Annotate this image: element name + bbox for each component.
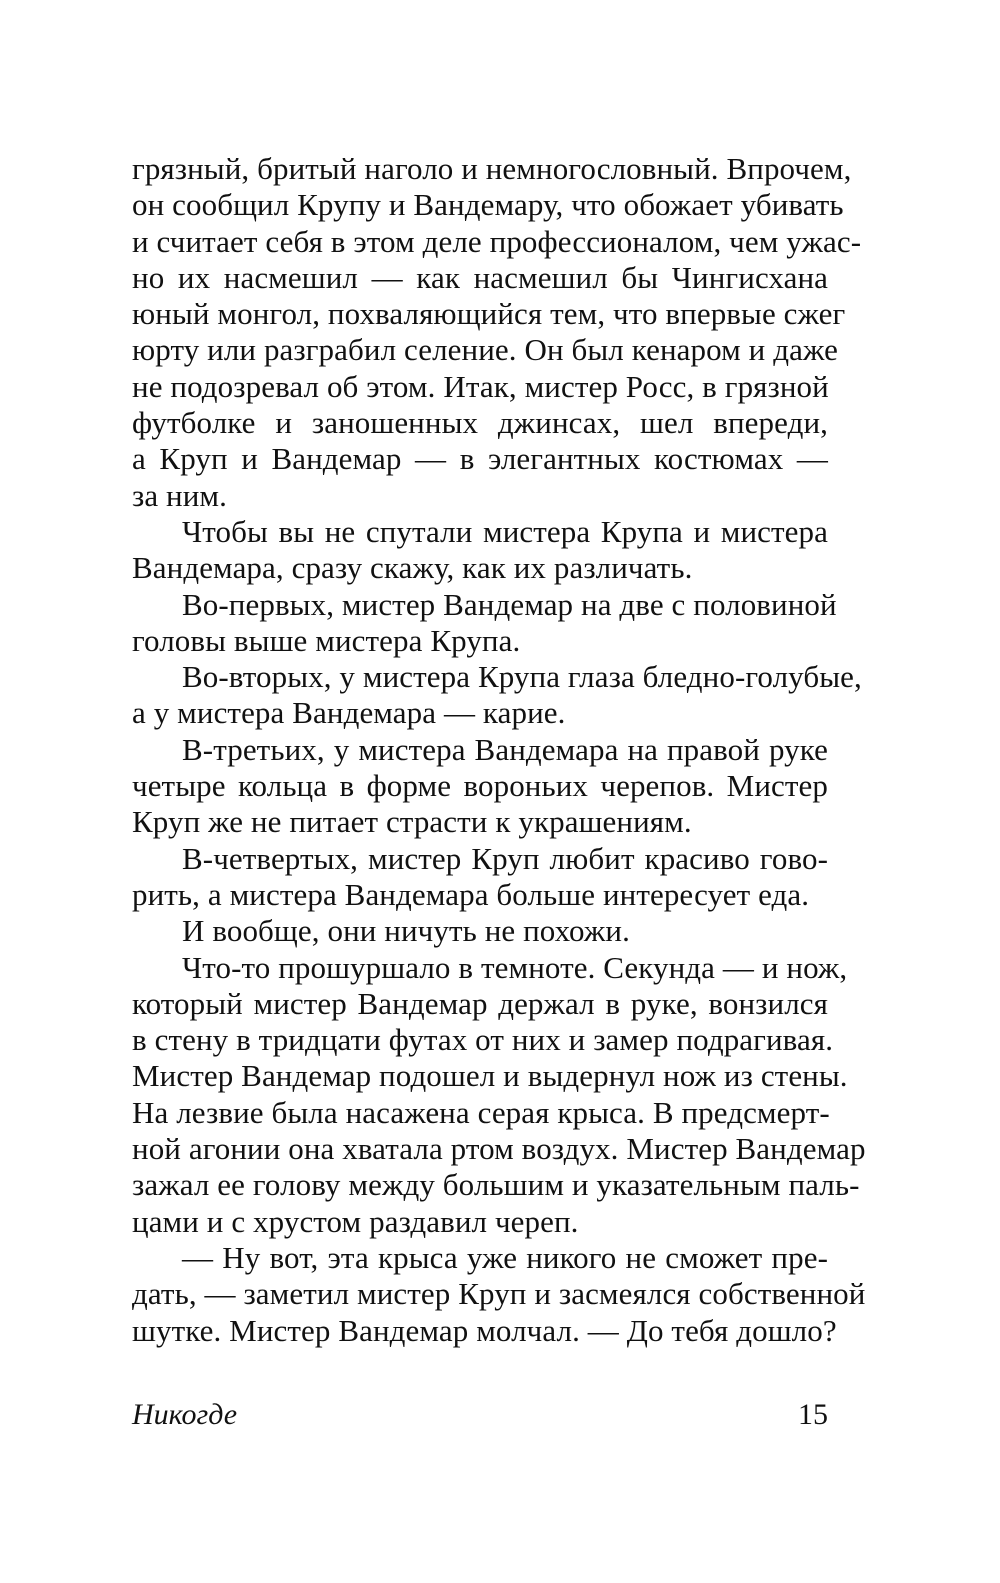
text-line: ной агонии она хватала ртом воздух. Мистер Вандемар xyxy=(132,1131,866,1167)
text-line: головы выше мистера Крупа. xyxy=(132,622,521,658)
page-footer xyxy=(132,1398,828,1438)
text-line: Мистер Вандемар подошел и выдернул нож из стены. xyxy=(132,1058,848,1094)
text-line: а у мистера Вандемара — карие. xyxy=(132,695,566,731)
text-line: шутке. Мистер Вандемар молчал. — До тебя дошло? xyxy=(132,1312,837,1348)
text-line: юрту или разграбил селение. Он был кенаром и даже xyxy=(132,332,838,368)
text-line: но их насмешил — как насмешил бы Чингисхана xyxy=(132,259,828,295)
text-line: В-четвертых, мистер Круп любит красиво гово- xyxy=(182,840,828,876)
text-line: четыре кольца в форме вороньих черепов. Мистер xyxy=(132,768,828,804)
text-line: Вандемара, сразу скажу, как их различать. xyxy=(132,550,693,586)
text-line: рить, а мистера Вандемара больше интересует еда. xyxy=(132,876,810,912)
text-line: Во-вторых, у мистера Крупа глаза бледно-голубые, xyxy=(182,659,862,695)
text-line: В-третьих, у мистера Вандемара на правой руке xyxy=(182,731,828,767)
text-line: — Ну вот, эта крыса уже никого не сможет пре- xyxy=(182,1239,828,1275)
text-line: зажал ее голову между большим и указательным паль- xyxy=(132,1167,860,1203)
text-line: юный монгол, похваляющийся тем, что впервые сжег xyxy=(132,296,846,332)
text-line: который мистер Вандемар держал в руке, вонзился xyxy=(132,985,828,1021)
text-line: На лезвие была насажена серая крыса. В предсмерт- xyxy=(132,1094,830,1130)
text-line: грязный, бритый наголо и немногословный. Впрочем, xyxy=(132,151,852,186)
body-text xyxy=(132,151,866,1349)
text-line: он сообщил Крупу и Вандемару, что обожает убивать xyxy=(132,187,844,223)
text-line: а Круп и Вандемар — в элегантных костюмах — xyxy=(132,441,828,477)
text-line: за ним. xyxy=(132,477,228,513)
text-line: Круп же не питает страсти к украшениям. xyxy=(132,804,692,840)
text-line: Во-первых, мистер Вандемар на две с половиной xyxy=(182,586,837,622)
text-line: и считает себя в этом деле профессионалом, чем ужас- xyxy=(132,223,862,259)
text-line: не подозревал об этом. Итак, мистер Росс, в грязной xyxy=(132,368,829,404)
book-title: Никогде xyxy=(132,1398,238,1431)
text-line: Чтобы вы не спутали мистера Крупа и мистера xyxy=(182,513,828,549)
text-line: в стену в тридцати футах от них и замер подрагивая. xyxy=(132,1022,834,1058)
text-line: футболке и заношенных джинсах, шел впереди, xyxy=(132,405,828,441)
text-line: дать, — заметил мистер Круп и засмеялся собственной xyxy=(132,1276,866,1312)
text-line: И вообще, они ничуть не похожи. xyxy=(182,913,630,949)
page-number: 15 xyxy=(798,1398,828,1431)
text-line: цами и с хрустом раздавил череп. xyxy=(132,1203,579,1239)
text-line: Что-то прошуршало в темноте. Секунда — и нож, xyxy=(182,949,848,985)
